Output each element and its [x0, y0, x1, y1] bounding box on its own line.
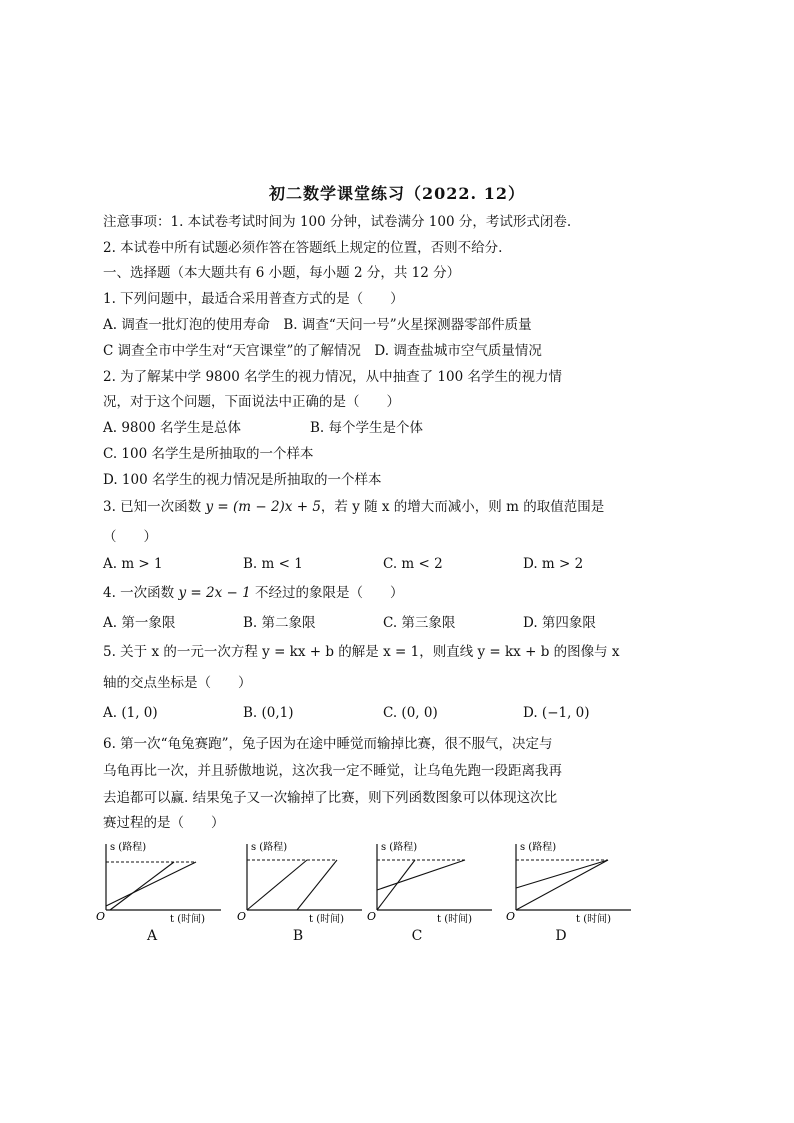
q5-stem-line-2: 轴的交点坐标是（ ）: [103, 675, 252, 691]
graph-d-label: D: [555, 928, 567, 944]
q2-stem-line-1: 2. 为了解某中学 9800 名学生的视力情况，从中抽查了 100 名学生的视力情: [103, 369, 562, 385]
page-title: 初二数学课堂练习（2022. 12）: [269, 184, 525, 203]
q3-stem-mid: ，若 y 随 x 的增大而减小，则 m 的取值范围是: [320, 499, 605, 515]
q2-option-c: C. 100 名学生是所抽取的一个样本: [103, 446, 314, 462]
q3-option-b: B. m < 1: [243, 556, 303, 572]
q4-option-c: C. 第三象限: [383, 615, 456, 631]
q4-stem: [103, 583, 403, 603]
q6-stem-line-4: 赛过程的是（ ）: [103, 815, 225, 831]
graph-b: [237, 838, 367, 926]
q1-stem: 1. 下列问题中，最适合采用普查方式的是（ ）: [103, 291, 404, 307]
graph-a-label: A: [146, 928, 158, 944]
q4-formula: y = 2x − 1: [178, 585, 251, 601]
q6-stem-line-2: 乌龟再比一次，并且骄傲地说，这次我一定不睡觉，让乌龟先跑一段距离我再: [103, 763, 562, 779]
notes-line-1: 注意事项：1. 本试卷考试时间为 100 分钟，试卷满分 100 分，考试形式闭卷.: [103, 214, 572, 230]
q6-stem-line-3: 去追都可以赢. 结果兔子又一次输掉了比赛，则下列函数图象可以体现这次比: [103, 790, 558, 806]
graph-a-t-label: t (时间): [170, 914, 205, 925]
q5-option-b: B. (0,1): [243, 705, 294, 721]
q2-stem-line-2: 况，对于这个问题，下面说法中正确的是（ ）: [103, 394, 400, 410]
q3-stem-pre: 3. 已知一次函数: [103, 499, 206, 515]
graph-b-second-line: [297, 860, 337, 910]
graph-c: [367, 838, 497, 926]
graph-c-t-label: t (时间): [437, 914, 472, 925]
notes-line-2: 2. 本试卷中所有试题必须作答在答题纸上规定的位置，否则不给分.: [103, 240, 503, 256]
section-heading: 一、选择题（本大题共有 6 小题，每小题 2 分，共 12 分）: [103, 265, 461, 281]
graph-b-origin: O: [237, 910, 247, 923]
graph-a-s-label: s (路程): [110, 842, 147, 853]
q3-paren: （ ）: [103, 529, 157, 545]
q5-option-a: A. (1, 0): [103, 705, 158, 721]
q5-option-c: C. (0, 0): [383, 705, 438, 721]
q1-options-line-2: C 调查全市中学生对“天宫课堂”的了解情况 D. 调查盐城市空气质量情况: [103, 343, 542, 359]
q3-option-c: C. m < 2: [383, 556, 443, 572]
q3-option-d: D. m > 2: [523, 556, 584, 572]
graph-c-label: C: [411, 928, 423, 944]
q5-stem-line-1: 5. 关于 x 的一元一次方程 y = kx + b 的解是 x = 1，则直线 y = kx + b 的图像与 x: [103, 644, 620, 660]
q4-option-d: D. 第四象限: [523, 615, 596, 631]
graph-c-rabbit-line: [377, 860, 415, 910]
graph-d-origin: O: [506, 910, 516, 923]
graph-b-t-label: t (时间): [309, 914, 344, 925]
graph-c-tortoise-line: [377, 860, 465, 890]
q6-stem-line-1: 6. 第一次“龟兔赛跑”，兔子因为在途中睡觉而输掉比赛，很不服气，决定与: [103, 736, 553, 752]
graph-d-rabbit-line: [516, 860, 608, 910]
q2-option-b: B. 每个学生是个体: [310, 420, 424, 436]
graph-d-tortoise-line: [516, 860, 608, 888]
graph-d-t-label: t (时间): [576, 914, 611, 925]
q4-option-b: B. 第二象限: [243, 615, 316, 631]
graph-b-first-line: [247, 860, 307, 910]
graph-a-rabbit-line: [110, 862, 174, 910]
graph-a-origin: O: [96, 910, 106, 923]
q4-stem-pre: 4. 一次函数: [103, 585, 179, 601]
graph-a: [96, 838, 226, 926]
graph-b-label: B: [292, 928, 304, 944]
q3-stem: [103, 497, 604, 517]
graph-a-tortoise-line: [106, 862, 196, 906]
q3-option-a: A. m > 1: [103, 556, 163, 572]
q1-options-line-1: A. 调查一批灯泡的使用寿命 B. 调查“天问一号”火星探测器零部件质量: [103, 317, 532, 333]
q2-option-a: A. 9800 名学生是总体: [103, 420, 241, 436]
q3-formula: y = (m − 2)x + 5: [205, 499, 321, 515]
q4-option-a: A. 第一象限: [103, 615, 176, 631]
graph-c-origin: O: [367, 910, 377, 923]
graph-c-s-label: s (路程): [381, 842, 418, 853]
q4-stem-post: 不经过的象限是（ ）: [250, 585, 404, 601]
graph-d-s-label: s (路程): [520, 842, 557, 853]
graph-d: [506, 838, 636, 926]
q5-option-d: D. (−1, 0): [523, 705, 590, 721]
q2-option-d: D. 100 名学生的视力情况是所抽取的一个样本: [103, 472, 382, 488]
graph-b-s-label: s (路程): [251, 842, 288, 853]
